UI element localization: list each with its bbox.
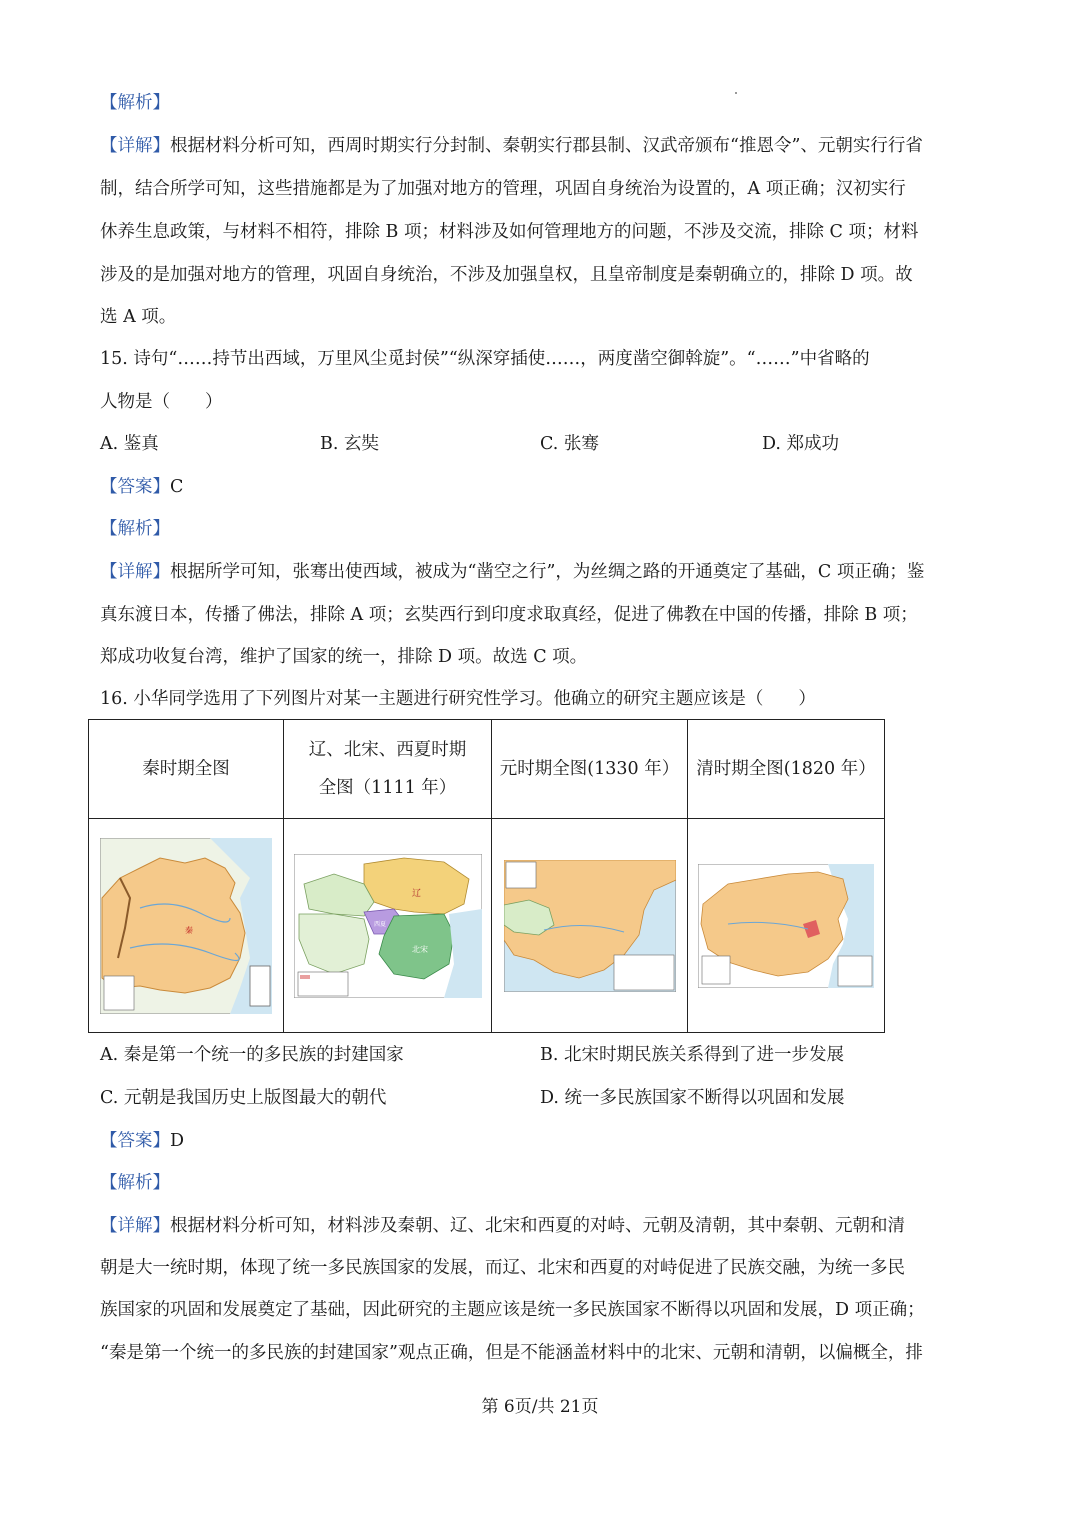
beisong-label: 北宋 bbox=[411, 944, 428, 954]
q15-option-a: A. 鉴真 bbox=[100, 434, 159, 454]
liao-song-xia-map bbox=[294, 854, 482, 998]
q16-jiexi-tag: 【解析】 bbox=[100, 1173, 170, 1193]
q16-answer-value: D bbox=[170, 1131, 185, 1151]
q16-detail-line-1: 【详解】根据材料分析可知，材料涉及秦朝、辽、北宋和西夏的对峙、元朝及清朝，其中秦朝、元朝和清 bbox=[100, 1216, 905, 1236]
yuan-map bbox=[504, 860, 676, 992]
q16-option-c: C. 元朝是我国历史上版图最大的朝代 bbox=[100, 1088, 387, 1108]
q14-detail-line-5: 选 A 项。 bbox=[100, 307, 177, 327]
q16-answer bbox=[100, 1129, 184, 1153]
q14-detail-line-4: 涉及的是加强对地方的管理，巩固自身统治，不涉及加强皇权，且皇帝制度是秦朝确立的，排除 D 项。故 bbox=[100, 265, 913, 285]
header-qing: 清时期全图(1820 年） bbox=[688, 720, 885, 819]
page-footer: 第 6页/共 21页 bbox=[481, 1397, 599, 1417]
qing-map bbox=[698, 864, 874, 988]
q14-detail-line-3: 休养生息政策，与材料不相符，排除 B 项；材料涉及如何管理地方的问题，不涉及交流，排除 C 项；材料 bbox=[100, 222, 919, 242]
q15-answer-value: C bbox=[170, 477, 184, 497]
q15-option-c: C. 张骞 bbox=[540, 434, 599, 454]
liao-label: 辽 bbox=[411, 888, 421, 899]
q16-detail-line-4: “秦是第一个统一的多民族的封建国家”观点正确，但是不能涵盖材料中的北宋、元朝和清朝，以偏概全，排 bbox=[100, 1343, 923, 1363]
q15-detail-line-1: 【详解】根据所学可知，张骞出使西域，被成为“凿空之行”，为丝绸之路的开通奠定了基础，C 项正确；鉴 bbox=[100, 562, 925, 582]
q16-detail-tag: 【详解】 bbox=[100, 1216, 170, 1236]
maps-table bbox=[88, 719, 885, 1033]
q16-detail-line-3: 族国家的巩固和发展奠定了基础，因此研究的主题应该是统一多民族国家不断得以巩固和发展，D 项正确； bbox=[100, 1300, 925, 1320]
q15-stem-line-2: 人物是（ ） bbox=[100, 392, 223, 412]
map-cell-qin bbox=[89, 819, 284, 1033]
header-liao-song-xia: 辽、北宋、西夏时期全图（1111 年） bbox=[284, 720, 492, 819]
q16-answer-tag: 【答案】 bbox=[100, 1131, 170, 1151]
q15-answer bbox=[100, 475, 183, 499]
q16-stem: 16. 小华同学选用了下列图片对某一主题进行研究性学习。他确立的研究主题应该是（ ） bbox=[100, 689, 816, 709]
qin-map bbox=[100, 838, 272, 1014]
q16-detail-line-2: 朝是大一统时期，体现了统一多民族国家的发展，而辽、北宋和西夏的对峙促进了民族交融，为统一多民 bbox=[100, 1258, 905, 1278]
q14-detail-line-2: 制，结合所学可知，这些措施都是为了加强对地方的管理，巩固自身统治为设置的，A 项正确；汉初实行 bbox=[100, 179, 906, 199]
svg-text:秦: 秦 bbox=[185, 925, 193, 935]
scan-dot bbox=[735, 92, 737, 94]
header-yuan: 元时期全图(1330 年） bbox=[492, 720, 688, 819]
xixia-label: 西夏 bbox=[373, 920, 386, 928]
q14-detail-line-1: 【详解】根据材料分析可知，西周时期实行分封制、秦朝实行郡县制、汉武帝颁布“推恩令”、元朝实行行省 bbox=[100, 136, 923, 156]
q15-detail-line-2: 真东渡日本，传播了佛法，排除 A 项；玄奘西行到印度求取真经，促进了佛教在中国的传播，排除 B 项； bbox=[100, 605, 918, 625]
map-cell-yuan bbox=[492, 819, 688, 1033]
q15-detail-tag: 【详解】 bbox=[100, 562, 170, 582]
q14-detail-tag: 【详解】 bbox=[100, 136, 170, 156]
q16-option-a: A. 秦是第一个统一的多民族的封建国家 bbox=[100, 1045, 404, 1065]
header-qin: 秦时期全图 bbox=[89, 720, 284, 819]
q15-stem-line-1: 15. 诗句“……持节出西域，万里风尘觅封侯”“纵深穿插使……，两度凿空御斡旋”。“……”中省略的 bbox=[100, 349, 870, 369]
q16-option-b: B. 北宋时期民族关系得到了进一步发展 bbox=[540, 1045, 844, 1065]
q14-jiexi-tag: 【解析】 bbox=[100, 93, 170, 113]
q15-option-d: D. 郑成功 bbox=[762, 434, 840, 454]
map-cell-qing bbox=[688, 819, 885, 1033]
map-cell-liao-song-xia bbox=[284, 819, 492, 1033]
q15-answer-tag: 【答案】 bbox=[100, 477, 170, 497]
q15-detail-line-3: 郑成功收复台湾，维护了国家的统一，排除 D 项。故选 C 项。 bbox=[100, 647, 588, 667]
q15-option-b: B. 玄奘 bbox=[320, 434, 379, 454]
q15-jiexi-tag: 【解析】 bbox=[100, 519, 170, 539]
q16-option-d: D. 统一多民族国家不断得以巩固和发展 bbox=[540, 1088, 845, 1108]
